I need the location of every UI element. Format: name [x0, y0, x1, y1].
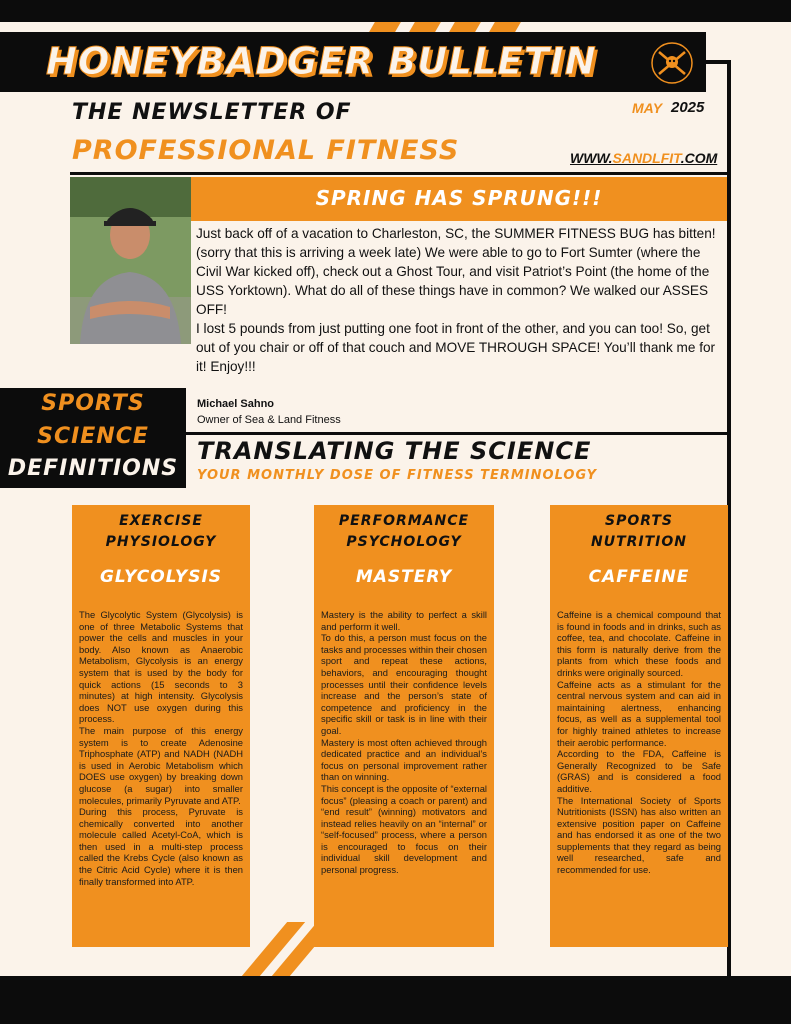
column-paragraph: Caffeine acts as a stimulant for the central nervous system and can aid in maintaining alertness, enhancing focus, as well as a supplemental tool for highly trained athletes to increase their aerobic performance. — [557, 678, 721, 748]
column-paragraph: The main purpose of this energy system is to create Adenosine Triphosphate (ATP) and NADH (NADH is used in Aerobic Metabolism which DOES use oxygen) by breaking down glucose (a sugar) into smaller molecules, primarily Pyruvate and ATP. — [79, 724, 243, 806]
website-link[interactable] — [570, 150, 717, 166]
divider — [70, 172, 728, 175]
definitions-label-line: SPORTS — [41, 391, 145, 416]
sea-land-fitness-logo — [641, 38, 703, 88]
column-body — [321, 609, 487, 876]
definitions-label-line: SCIENCE — [37, 424, 149, 449]
column-paragraph: To do this, a person must focus on the tasks and processes within their chosen sport and repeat these actions, behaviors, and encouraging thought processes until their confidence levels increase and the person’s state of competence and proficiency in the specific skill or task is in line with their goal. — [321, 632, 487, 736]
definition-column-performance-psychology — [314, 505, 494, 947]
column-heading — [72, 511, 250, 553]
column-term: CAFFEINE — [588, 567, 690, 587]
intro-paragraph: Just back off of a vacation to Charleston, SC, the SUMMER FITNESS BUG has bitten! (sorry that this is arriving a week late) We were able to go to Fort Sumter (where the Civil War kicked off), check out a Ghost Tour, and visit Patriot’s Point (the home of the USS Yorktown). What do all of these things have in common? We walked our ASSES OFF! — [196, 226, 716, 317]
column-heading-line: NUTRITION — [590, 534, 687, 550]
column-term: MASTERY — [355, 567, 453, 587]
intro-heading: SPRING HAS SPRUNG!!! — [315, 186, 603, 210]
divider — [186, 432, 728, 435]
definition-column-exercise-physiology — [72, 505, 250, 947]
column-paragraph: The International Society of Sports Nutritionists (ISSN) has also written an extensive position paper on Caffeine and has endorsed it as one of the two supplements that they regard as being well researched, safe and recommended for use. — [557, 794, 721, 876]
website-prefix: WWW. — [570, 150, 613, 166]
logo-emblem-icon — [641, 38, 703, 88]
definition-column-sports-nutrition — [550, 505, 728, 947]
column-heading — [314, 511, 494, 553]
column-paragraph: Caffeine is a chemical compound that is found in foods and in drinks, such as coffee, tea, and chocolate. Caffeine in this form is naturally derive from the plants from which these foods and drinks were originally sourced. — [557, 609, 721, 678]
issue-year: 2025 — [671, 99, 705, 116]
column-heading-line: PERFORMANCE — [338, 513, 470, 529]
column-heading-line: EXERCISE — [119, 513, 203, 529]
column-heading-line: PHYSIOLOGY — [105, 534, 217, 550]
issue-month: MAY — [632, 100, 663, 116]
author-photo — [70, 177, 191, 344]
subtitle-line-2: PROFESSIONAL FITNESS — [72, 135, 460, 166]
newsletter-title: HONEYBADGER BULLETIN — [46, 40, 597, 83]
column-paragraph: This concept is the opposite of “external focus” (pleasing a coach or parent) and “end result” (winning) motivators and instead relies heavily on an “internal” or “self-focused” process, where a person is encouraged to focus on their individual skill development and personal progress. — [321, 782, 487, 876]
website-domain: SANDLFIT — [612, 150, 681, 166]
column-paragraph: The Glycolytic System (Glycolysis) is one of three Metabolic Systems that power the cells and muscles in your body. Also known as Anaerobic Metabolism, Glycolysis is an energy system that is used by the body for quick actions (15 seconds to 3 minutes) at high intensity. Glycolysis does NOT use oxygen during this process. — [79, 609, 243, 725]
column-paragraph: Mastery is the ability to perfect a skill and perform it well. — [321, 609, 487, 632]
column-body — [557, 609, 721, 876]
website-suffix: .COM — [680, 150, 718, 166]
definitions-label-line: DEFINITIONS — [7, 456, 179, 481]
column-paragraph: During this process, Pyruvate is chemically converted into another molecule called Acetyl-CoA, which is then used in a multi-step process called the Krebs Cycle (also known as the Citric Acid Cycle) where it is then finally transformed into ATP. — [79, 806, 243, 887]
column-heading-line: PSYCHOLOGY — [346, 534, 462, 550]
top-border-bar — [0, 0, 791, 22]
subtitle-line-1: THE NEWSLETTER OF — [72, 100, 352, 125]
column-paragraph: According to the FDA, Caffeine is Generally Recognized to be Safe (GRAS) and is considered a food additive. — [557, 748, 721, 794]
intro-text — [196, 224, 722, 376]
column-heading — [550, 511, 728, 553]
column-term: GLYCOLYSIS — [99, 567, 223, 587]
column-paragraph: Mastery is most often achieved through dedicated practice and an individual’s focus on personal improvement rather than on winning. — [321, 736, 487, 783]
bottom-border-bar — [0, 976, 791, 1024]
signature-name: Michael Sahno — [197, 398, 275, 410]
column-body — [79, 609, 243, 887]
intro-paragraph: I lost 5 pounds from just putting one foot in front of the other, and you can too! So, get out of you chair or off of that couch and MOVE THROUGH SPACE! You’ll thank me for it! Enjoy!!! — [196, 321, 716, 374]
section-subtitle: YOUR MONTHLY DOSE OF FITNESS TERMINOLOGY — [197, 468, 598, 483]
section-title: TRANSLATING THE SCIENCE — [197, 437, 592, 465]
column-heading-line: SPORTS — [604, 513, 674, 529]
signature-title: Owner of Sea & Land Fitness — [197, 414, 341, 426]
